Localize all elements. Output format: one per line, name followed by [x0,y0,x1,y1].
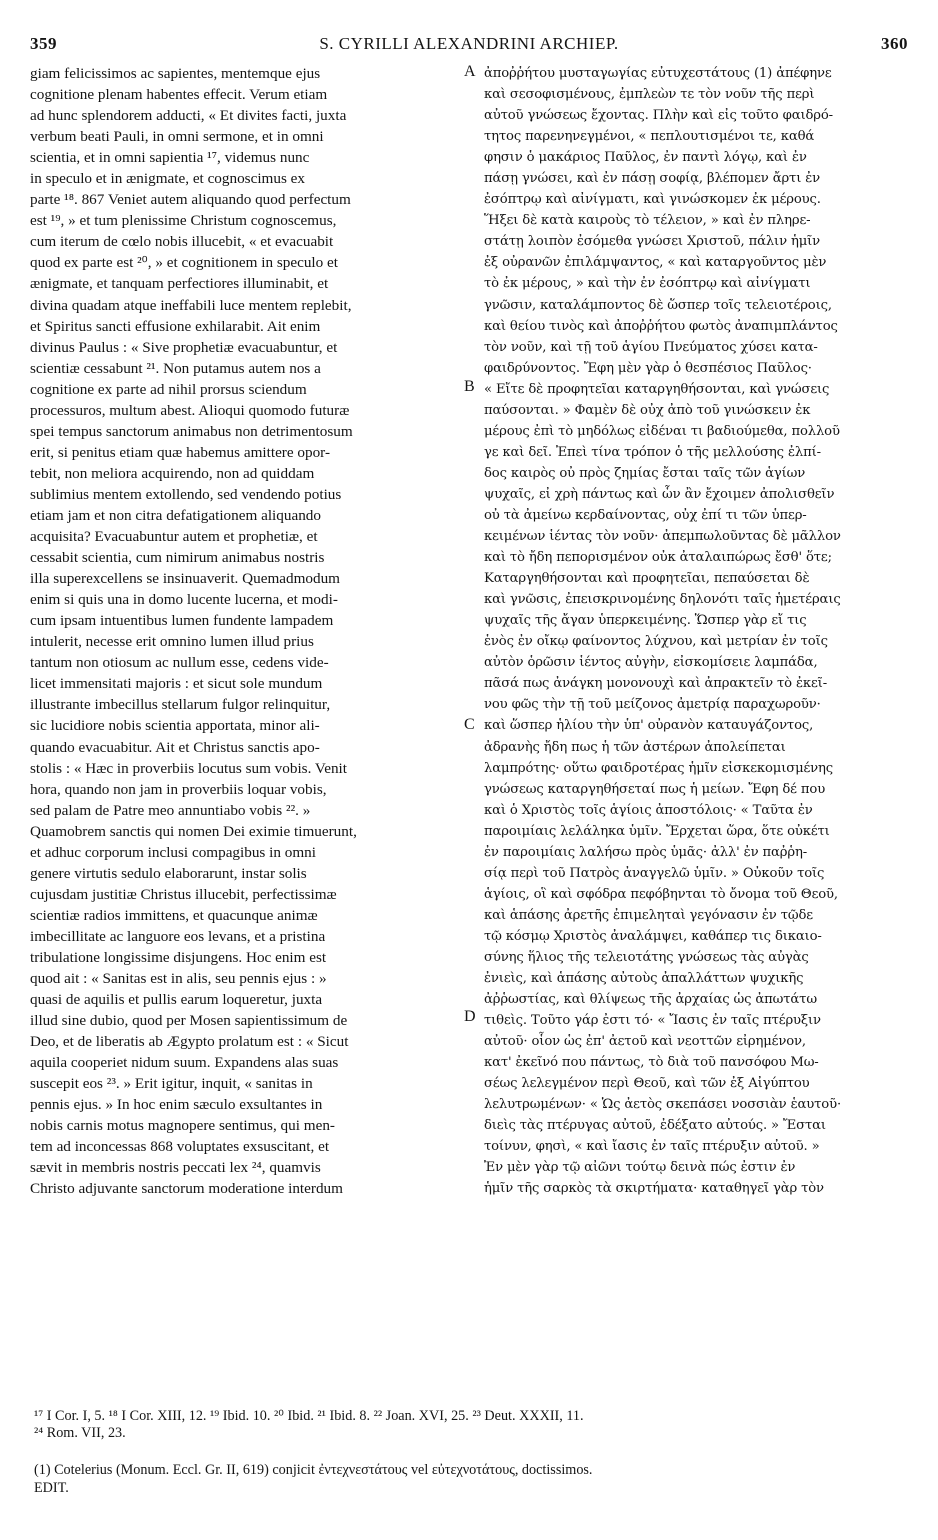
latin-text-line: giam felicissimos ac sapientes, mentemque ejus [30,65,321,82]
greek-text-line: δος καιρὸς οὐ πρὸς ζημίας ἔσται ταῖς τῶν ἁγίων [484,465,806,481]
greek-text-line: ἀποῤῥήτου μυσταγωγίας εὐτυχεστάτους (1) ἀπέφηνε [484,66,832,81]
latin-text-line: pennis ejus. » In hoc enim sæculo exsultantes in [30,1096,323,1114]
greek-text-line: κατ' ἐκεῖνό που πάντως, τὸ διὰ τοῦ πανσόφου Μω- [484,1055,819,1071]
latin-text-line: tem ad inconcessas 868 voluptates exsuscitant, et [30,1138,330,1156]
latin-text-line: verbum beati Pauli, in omni sermone, et in omni [30,128,324,146]
greek-text-line: κειμένων ἱέντας τὸν νοῦν· ἀπεμπωλοῦντας δὲ μᾶλλον [484,529,841,545]
greek-text-line: αὐτοῦ γνώσεως ἔχοντας. Πλὴν καὶ εἰς τοῦτο φαιδρό- [484,108,833,124]
running-title: S. CYRILLI ALEXANDRINI ARCHIEP. [319,34,619,53]
footnote-references-line2: ²⁴ Rom. VII, 23. [34,1425,126,1441]
latin-text-line: cessabit scientia, cum nimirum animabus nostris [30,549,325,567]
greek-text-line: τητος παρενηνεγμένοι, « πεπλουτισμένοι τε, καθά [484,129,815,145]
latin-text-line: quod ait : « Sanitas est in alis, seu pennis ejus : » [30,970,327,988]
greek-text-line: φησιν ὁ μακάριος Παῦλος, ἐν παντὶ λόγῳ, καὶ ἐν [484,150,807,166]
greek-text-line: καὶ θείου τινὸς καὶ ἀποῤῥήτου φωτὸς ἀναπιμπλάντος [484,318,838,334]
latin-text-line: Christo adjuvante sanctorum moderatione interdum [30,1180,343,1198]
latin-text-line: illud sine dubio, quod per Mosen sapientissimum de [30,1012,348,1030]
latin-text-line: cum ipsam intuentibus lumen fundente lampadem [30,612,334,630]
greek-text-line: λαμπρότης· οὕτω φαιδροτέρας ἡμῖν εἰσκεκομισμένης [484,760,834,776]
greek-text-line: καὶ ἁπάσης ἀρετῆς ἐπιμεληταὶ γεγόνασιν ἐν τῷδε [484,907,813,923]
greek-text-line: τὸ ἐκ μέρους, » καὶ τὴν ἐν ἐσόπτρῳ καὶ αἰνίγματι [484,276,811,292]
latin-text-line: erit, si penitus etiam quæ habemus amittere opor- [30,443,330,461]
greek-text-line: γνῶσιν, καταλάμποντος δὲ ὥσπερ τοῖς τελειοτέροις, [484,297,832,313]
greek-column [484,63,908,1200]
latin-text-line: cujusdam justitiæ Christus illucebit, perfectissimæ [30,885,337,903]
greek-text-line: τὸν νοῦν, καὶ τῇ τοῦ ἁγίου Πνεύματος χύσει κατα- [484,339,818,355]
latin-text-line: ænigmate, et tanquam perfectiores illuminabit, et [30,275,329,293]
greek-text-line: καὶ τὸ ἤδη πεπορισμένον οὐκ ἀταλαιπώρως ἔσθ' ὅτε; [484,550,832,566]
greek-text-line: ἑνὸς ἐν οἴκῳ φαίνοντος λύχνου, καὶ μετρίαν ἐν τοῖς [484,634,828,650]
latin-text-line: quod ex parte est ²⁰, » et cognitionem in speculo et [30,254,338,272]
latin-text-line: sævit in membris nostris peccati lex ²⁴, quamvis [30,1159,321,1177]
latin-text-line: Deo, et de liberatis ab Ægypto prolatum est : « Sicut [30,1033,349,1051]
greek-text-line: αὐτὸν ὁρῶσιν ἱέντος αὐγὴν, εἰσκομίσειε λαμπάδα, [484,655,818,671]
editor-note: (1) Cotelerius (Monum. Eccl. Gr. II, 619) conjicit ἐντεχνεστάτους vel εὐτεχνοτάτους, doctissimos. [34,1462,593,1478]
latin-text-line: etiam jam et non citra defatigationem aliquando [30,506,321,524]
latin-text-line: spei tempus sanctorum animabus non detrimentosum [30,422,353,440]
latin-text-line: stolis : « Hæc in proverbiis locutus sum vobis. Venit [30,759,347,777]
greek-text-line: σύνης ἥλιος τῆς τελειοτάτης γνώσεως τὰς αὐγὰς [484,949,809,965]
latin-text-line: cognitione ex parte ad nihil prorsus sciendum [30,380,307,398]
latin-text-line: et Spiritus sancti effusione exhilarabit. Ait enim [30,317,321,335]
latin-text-line: ad hunc splendorem adducti, « Et divites facti, juxta [30,107,347,125]
latin-text-line: divina quadam atque ineffabili luce mentem replebit, [30,296,352,314]
latin-text-line: processuros, multum abest. Alioqui quomodo futuræ [30,401,350,419]
greek-text-line: ψυχαῖς τῆς ἄγαν ὑπερκειμένης. Ὥσπερ γὰρ εἴ τις [484,613,807,629]
latin-text-line: illa superexcellens se insinuaverit. Quemadmodum [30,570,340,588]
greek-text-line: καὶ γνῶσις, ἐπεισκρινομένης δηλονότι ταῖς ἡμετέραις [484,592,841,608]
latin-text-line: genere virtutis sedulo elaborarunt, instar solis [30,864,307,882]
latin-text-line: tantum non otiosum ac nullum esse, cedens vide- [30,654,329,672]
greek-text-line: φαιδρύνοντος. Ἔφη μὲν γὰρ ὁ θεσπέσιος Παῦλος· [484,360,812,376]
greek-text-line: νου φῶς τὴν τῇ τοῦ μείζονος ἀμετρίᾳ παραχωροῦν· [484,697,821,713]
greek-text-line: αὐτοῦ· οἷον ὡς ἐπ' ἀετοῦ καὶ νεοττῶν εἰρημένον, [484,1034,806,1050]
latin-column [30,63,460,1200]
latin-text-line: scientia, et in omni sapientia ¹⁷, videmus nunc [30,149,310,167]
greek-text-line: σέως λελεγμένον περὶ Θεοῦ, καὶ τῶν ἐξ Αἰγύπτου [484,1076,810,1092]
page-number-left: 359 [30,34,57,53]
latin-text-line: cum iterum de cœlo nobis illucebit, « et evacuabit [30,233,334,251]
latin-text-line: Quamobrem sanctis qui nomen Dei eximie timuerunt, [30,822,357,840]
greek-text-line: πᾶσά πως ἀνάγκη μονονουχὶ καὶ ἀπρακτεῖν τὸ ἐκεῖ- [484,676,828,692]
greek-text-line: καὶ ὁ Χριστὸς τοῖς ἁγίοις ἀποστόλοις· « Ταῦτα ἐν [484,802,813,818]
greek-text-line: ἐν παροιμίαις λαλήσω πρὸς ὑμᾶς· ἀλλ' ἐν παῤῥη- [484,844,808,860]
greek-text-line: στάτῃ λοιπὸν ἐσόμεθα γνώσει Χριστοῦ, πάλιν ἡμῖν [484,234,821,250]
greek-text-line: παύσονται. » Φαμὲν δὲ οὐχ ἀπὸ τοῦ γινώσκειν ἐκ [484,402,811,418]
latin-text-line: acquisita? Evacuabuntur autem et prophetiæ, et [30,528,318,546]
latin-text-line: imbecillitate ac languore eos levans, et a pristina [30,927,326,945]
greek-text-line: τῷ κόσμῳ Χριστὸς ἀναλάμψει, καθάπερ τις δικαιο- [484,928,822,944]
greek-text-line: Ἐν μὲν γὰρ τῷ αἰῶνι τούτῳ δεινὰ πώς ἐστιν ἐν [484,1160,796,1176]
greek-text-line: καὶ ὥσπερ ἡλίου τὴν ὑπ' οὐρανὸν καταυγάζοντος, [484,718,814,734]
greek-text-line: τοίνυν, φησὶ, « καὶ ἴασις ἐν ταῖς πτέρυξιν αὐτοῦ. » [484,1139,820,1155]
latin-text-line: suscepit eos ²³. » Erit igitur, inquit, « sanitas in [30,1075,313,1093]
greek-text-line: λελυτρωμένων· « Ὡς ἀετὸς σκεπάσει νοσσιὰν ἑαυτοῦ· [484,1097,841,1113]
greek-text-line: ψυχαῖς, εἰ χρὴ πάντως καὶ ὧν ἂν ἔχοιμεν ἀπολισθεῖν [484,486,835,502]
greek-text-line: καὶ σεσοφισμένους, ἐμπλεὼν τε τὸν νοῦν τῆς περὶ [484,87,815,103]
page-number-right: 360 [881,34,908,53]
greek-text-line: παροιμίαις λελάληκα ὑμῖν. Ἔρχεται ὥρα, ὅτε οὐκέτι [484,823,830,839]
latin-text-line: sic lucidiore nobis scientia apportata, minor ali- [30,717,320,735]
latin-text-line: quando evacuabitur. Ait et Christus sanctis apo- [30,738,320,756]
greek-text-line: ἐξ οὐρανῶν ἐπιλάμψαντος, « καὶ καταργοῦντος μὲν [484,255,827,271]
running-header [30,34,908,58]
latin-text-line: nobis carnis motus magnopere sentimus, qui men- [30,1117,335,1135]
section-marker-c: C [464,716,475,733]
latin-text-line: licet immensitati majoris : et sicut sole mundum [30,675,323,693]
greek-text-line: ἡμῖν τῆς σαρκὸς τὰ σκιρτήματα· καταθηγεῖ γὰρ τὸν [484,1181,824,1197]
latin-text-line: parte ¹⁸. 867 Veniet autem aliquando quod perfectum [30,191,351,209]
latin-text-line: scientiæ radios immittens, et quacunque animæ [30,906,318,924]
latin-text-line: est ¹⁹, » et tum plenissime Christum cognoscemus, [30,212,337,230]
latin-text-line: intulerit, necesse erit omnino lumen illud prius [30,633,314,651]
section-marker-b: B [464,378,475,395]
greek-text-line: ἀῤῥωστίας, καὶ θλίψεως τῆς ἀρχαίας ὡς ἀπωτάτω [484,992,817,1008]
latin-text-line: hora, quando non jam in proverbiis loquar vobis, [30,780,327,798]
latin-text-line: illustrante imbecillus stellarum fulgor relinquitur, [30,696,331,714]
greek-text-line: ἁγίοις, οἳ καὶ σφόδρα πεφόβηνται τὸ ὄνομα τοῦ Θεοῦ, [484,886,838,902]
latin-text-line: tribulatione longissime disjungens. Hoc enim est [30,948,327,966]
greek-text-line: ἀδρανὴς ἤδη πως ἡ τῶν ἀστέρων ἀπολείπεται [484,739,786,755]
greek-text-line: πάσῃ γνώσει, καὶ ἐν πάσῃ σοφίᾳ, βλέπομεν ἄρτι ἐν [484,171,821,187]
greek-text-line: γε καὶ δεῖ. Ἐπεὶ τίνα τρόπον ὁ τῆς μελλούσης ἐλπί- [484,444,821,460]
greek-text-line: διεὶς τὰς πτέρυγας αὐτοῦ, ἐδέξατο αὐτούς. » Ἔσται [484,1118,826,1134]
latin-text-line: cognitione plenam habentes effecit. Verum etiam [30,86,328,104]
greek-text-line: Ἥξει δὲ κατὰ καιροὺς τὸ τέλειον, » καὶ ἐν πληρε- [484,213,811,229]
greek-text-line: σίᾳ περὶ τοῦ Πατρὸς ἀναγγελῶ ὑμῖν. » Οὐκοῦν τοῖς [484,865,825,881]
latin-text-line: tebit, non meliora acquirendo, non ad quiddam [30,464,315,482]
greek-text-line: οὐ τὰ ἀμείνω κερδαίνοντας, οὐχ ἐπί τι τῶν ὑπερ- [484,507,807,523]
greek-text-line: τιθεὶς. Τοῦτο γάρ ἐστι τό· « Ἴασις ἐν ταῖς πτέρυξιν [484,1013,821,1029]
latin-text-line: in speculo et in ænigmate, et cognoscimus ex [30,170,306,188]
greek-text-line: Καταργηθήσονται καὶ προφητεῖαι, πεπαύσεται δὲ [484,571,810,587]
greek-text-line: μέρους ἐπὶ τὸ μηδόλως εἰδέναι τι βαδιούμεθα, πολλοῦ [484,423,840,439]
latin-text-line: et adhuc corporum inclusi compagibus in omni [30,843,316,861]
latin-text-line: sed palam de Patre meo annuntiabo vobis ²². » [30,801,311,819]
section-marker-a: A [464,63,476,80]
section-marker-d: D [464,1008,476,1025]
footnote-references-line1: ¹⁷ I Cor. I, 5. ¹⁸ I Cor. XIII, 12. ¹⁹ Ibid. 10. ²⁰ Ibid. ²¹ Ibid. 8. ²² Joan. XVI, 25. ²³ Deut. XXXII, 11. [34,1408,584,1424]
greek-text-line: « Εἴτε δὲ προφητεῖαι καταργηθήσονται, καὶ γνώσεις [484,381,830,397]
latin-text-line: divinus Paulus : « Sive prophetiæ evacuabuntur, et [30,338,338,356]
latin-text-line: enim si quis una in domo lucente lucerna, et modi- [30,591,338,609]
greek-text-line: ἐσόπτρῳ καὶ αἰνίγματι, καὶ γινώσκομεν ἐκ μέρους. [484,192,821,208]
greek-text-line: γνώσεως καταργηθήσεταί πως ἡ μείων. Ἔφη δέ που [484,781,826,797]
latin-text-line: aquila cooperiet nidum suum. Expandens alas suas [30,1054,339,1072]
latin-text-line: scientiæ cessabunt ²¹. Non putamus autem nos a [30,359,321,377]
latin-text-line: sublimius mentem extollendo, sed vendendo potius [30,485,342,503]
latin-text-line: quasi de aquilis et pullis earum loqueretur, juxta [30,991,323,1009]
greek-text-line: ἐνιεὶς, καὶ ἁπάσης αὐτοὺς ἀπαλλάττων ψυχικῆς [484,971,804,987]
editor-signature: EDIT. [34,1480,69,1496]
